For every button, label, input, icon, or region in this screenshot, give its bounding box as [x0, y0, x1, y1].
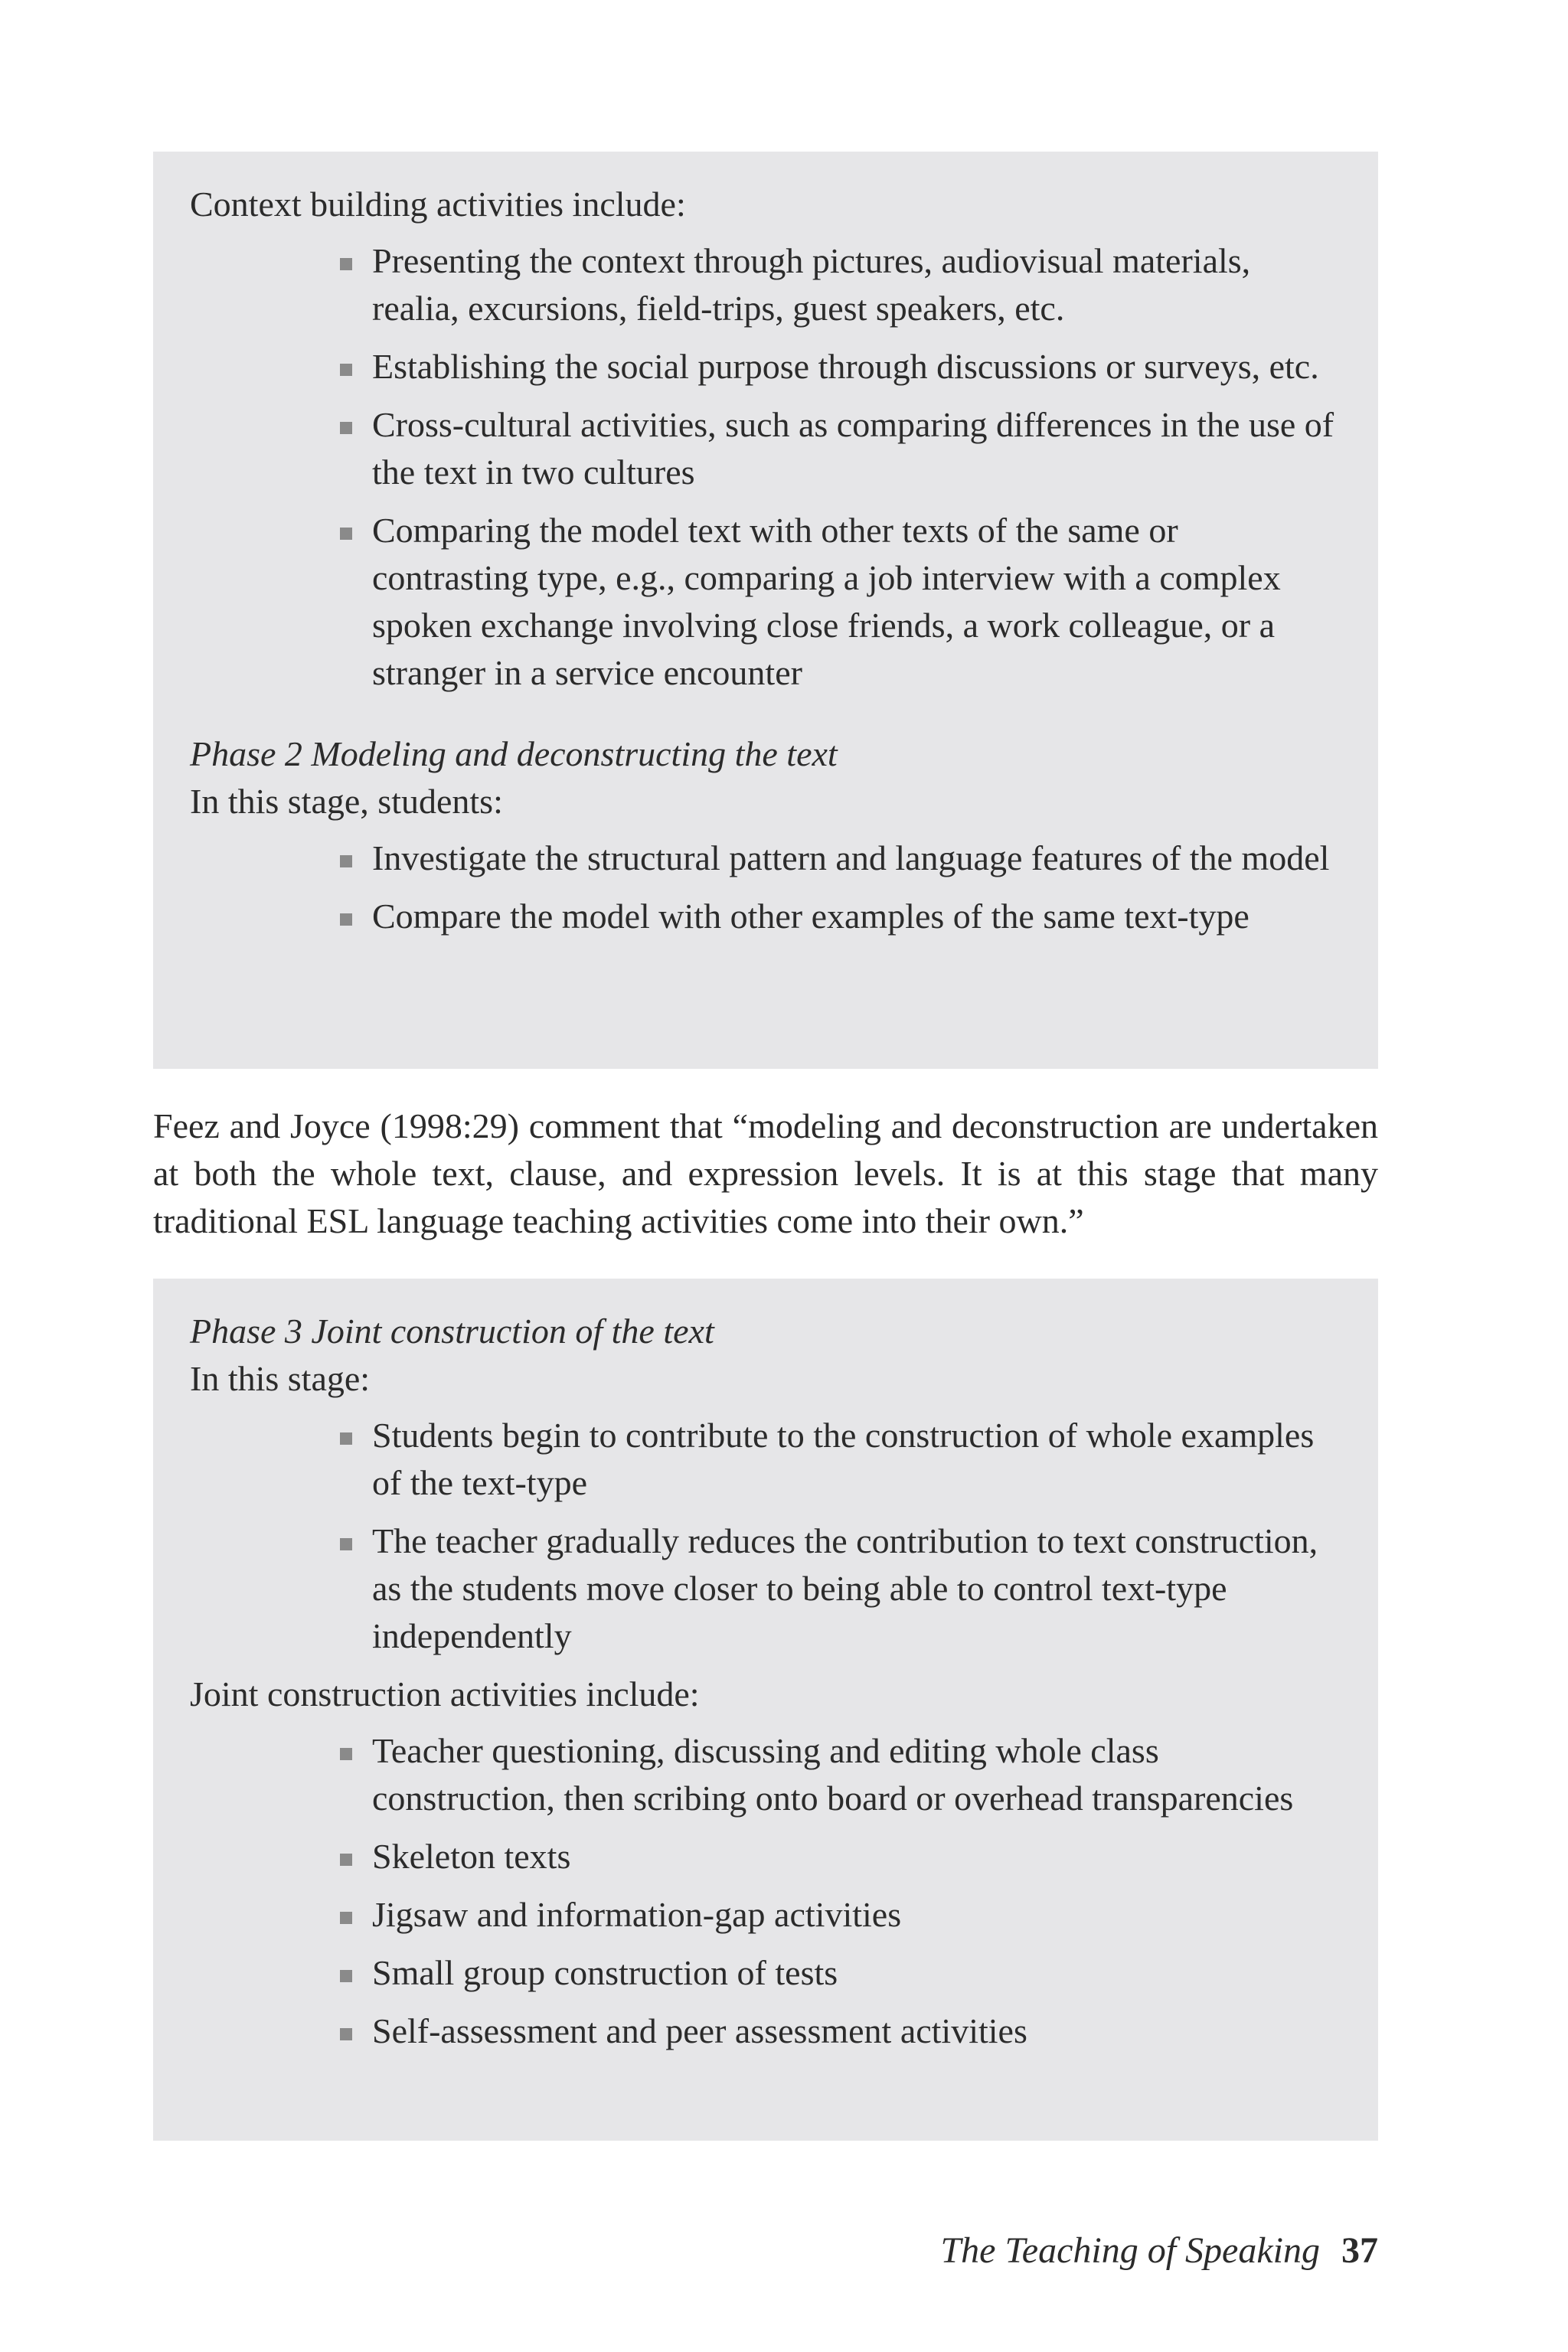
- square-bullet-icon: [340, 2028, 352, 2040]
- list-item: The teacher gradually reduces the contribution to text construction, as the students move closer to being able to control text-type independently: [372, 1517, 1343, 1660]
- page-number: 37: [1341, 2230, 1378, 2271]
- list-item: Skeleton texts: [372, 1833, 1343, 1880]
- phase-2-heading: Phase 2 Modeling and deconstructing the text: [190, 734, 838, 773]
- joint-construction-box: [153, 1279, 1378, 2141]
- phase-2-list: [190, 835, 1343, 940]
- square-bullet-icon: [340, 1854, 352, 1866]
- context-building-box: [153, 152, 1378, 1069]
- list-item: Cross-cultural activities, such as comparing differences in the use of the text in two cultures: [372, 401, 1343, 496]
- square-bullet-icon: [340, 855, 352, 867]
- list-item: Comparing the model text with other texts of the same or contrasting type, e.g., comparing a job interview with a complex spoken exchange involving close friends, a work colleague, or a stranger in a service encounter: [372, 507, 1343, 697]
- context-building-list: [190, 237, 1343, 697]
- list-item: Students begin to contribute to the construction of whole examples of the text-type: [372, 1412, 1343, 1507]
- list-item: Investigate the structural pattern and language features of the model: [372, 835, 1343, 882]
- list-item: Teacher questioning, discussing and editing whole class construction, then scribing onto board or overhead transparencies: [372, 1727, 1343, 1822]
- square-bullet-icon: [340, 1432, 352, 1445]
- running-title: The Teaching of Speaking: [940, 2230, 1320, 2271]
- square-bullet-icon: [340, 1748, 352, 1760]
- square-bullet-icon: [340, 364, 352, 376]
- list-item: Establishing the social purpose through discussions or surveys, etc.: [372, 343, 1343, 390]
- joint-activities-list: [190, 1727, 1343, 2055]
- square-bullet-icon: [340, 1538, 352, 1550]
- list-item: Jigsaw and information-gap activities: [372, 1891, 1343, 1939]
- phase-3-heading: Phase 3 Joint construction of the text: [190, 1312, 714, 1351]
- page-footer: [940, 2226, 1378, 2275]
- body-paragraph: Feez and Joyce (1998:29) comment that “modeling and deconstruction are undertaken at both the whole text, clause, and expression levels. It is at this stage that many traditional ESL language teaching activities come into their own.”: [153, 1106, 1378, 1240]
- context-building-intro: Context building activities include:: [190, 185, 686, 224]
- list-item: Small group construction of tests: [372, 1949, 1343, 1997]
- phase-3-intro: In this stage:: [190, 1359, 371, 1398]
- square-bullet-icon: [340, 258, 352, 270]
- joint-activities-intro: Joint construction activities include:: [190, 1674, 700, 1713]
- square-bullet-icon: [340, 913, 352, 926]
- square-bullet-icon: [340, 528, 352, 540]
- list-item: Self-assessment and peer assessment activities: [372, 2007, 1343, 2055]
- square-bullet-icon: [340, 1912, 352, 1924]
- list-item: Presenting the context through pictures, audiovisual materials, realia, excursions, field-trips, guest speakers, etc.: [372, 237, 1343, 332]
- phase-3-list: [190, 1412, 1343, 1660]
- square-bullet-icon: [340, 422, 352, 434]
- list-item: Compare the model with other examples of the same text-type: [372, 893, 1343, 940]
- square-bullet-icon: [340, 1970, 352, 1982]
- phase-2-intro: In this stage, students:: [190, 782, 503, 821]
